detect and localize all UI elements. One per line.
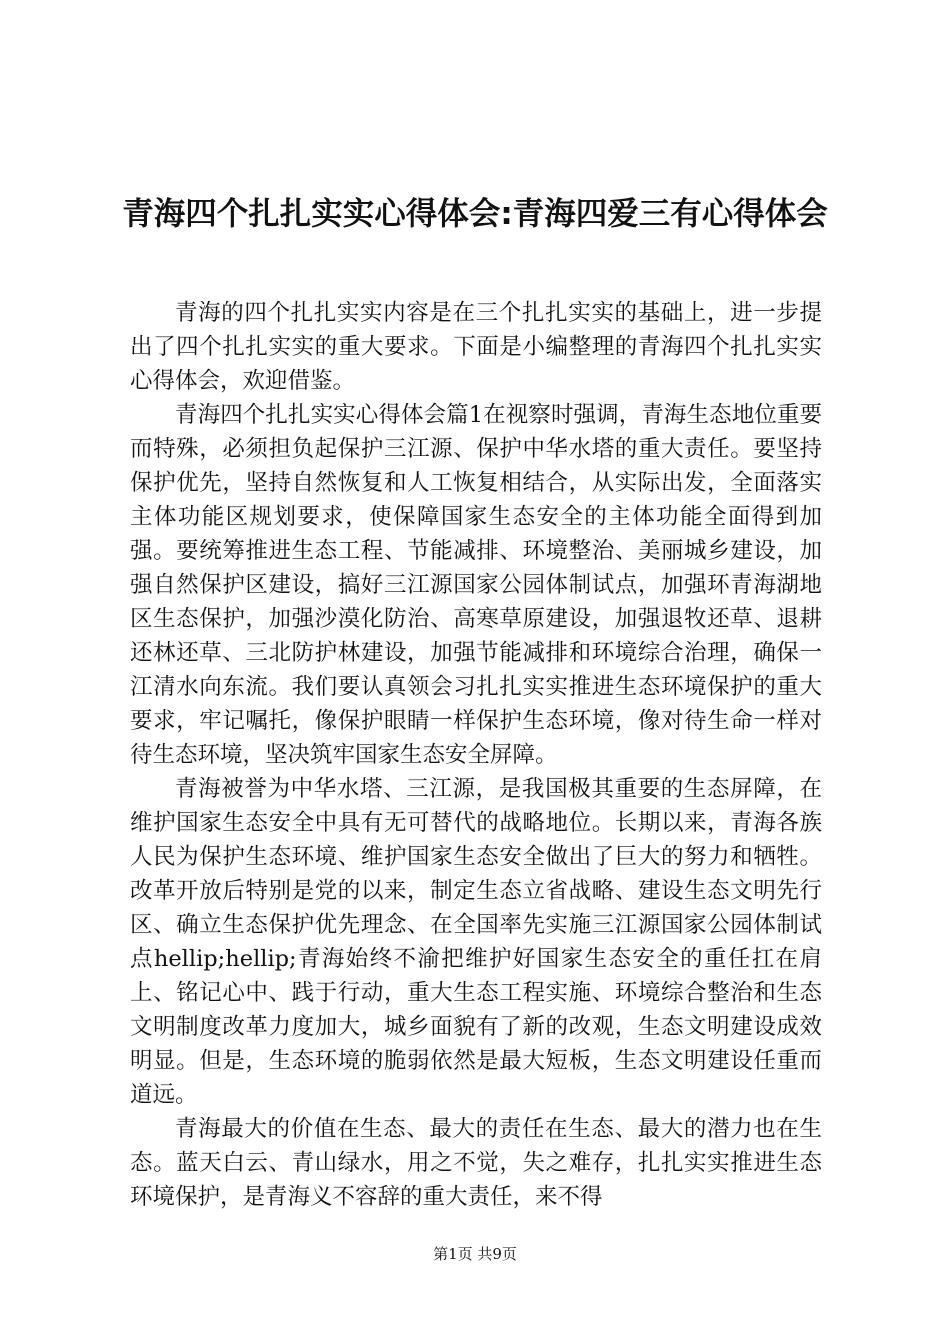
paragraph-article-1: 青海四个扎扎实实心得体会篇1在视察时强调，青海生态地位重要而特殊，必须担负起保护三江源、保护中华水塔的重大责任。要坚持保护优先，坚持自然恢复和人工恢复相结合，从实际出发，全面落实主体功能区规划要求，使保障国家生态安全的主体功能全面得到加强。要统筹推进生态工程、节能减排、环境整治、美丽城乡建设，加强自然保护区建设，搞好三江源国家公园体制试点，加强环青海湖地区生态保护，加强沙漠化防治、高寒草原建设，加强退牧还草、退耕还林还草、三北防护林建设，加强节能减排和环境综合治理，确保一江清水向东流。我们要认真领会习扎扎实实推进生态环境保护的重大要求，牢记嘱托，像保护眼睛一样保护生态环境，像对待生命一样对待生态环境，坚决筑牢国家生态安全屏障。 [130,402,822,768]
page-number-footer: 第1页 共9页 [433,1245,517,1263]
paragraph-intro: 青海的四个扎扎实实内容是在三个扎扎实实的基础上，进一步提出了四个扎扎实实的重大要求。下面是小编整理的青海四个扎扎实实心得体会，欢迎借鉴。 [130,300,822,394]
document-title: 青海四个扎扎实实心得体会:青海四爱三有心得体会 [122,196,828,232]
document-body [130,296,822,1214]
paragraph-water-tower: 青海被誉为中华水塔、三江源，是我国极其重要的生态屏障，在维护国家生态安全中具有无可替代的战略地位。长期以来，青海各族人民为保护生态环境、维护国家生态安全做出了巨大的努力和牺牲。改革开放后特别是党的以来，制定生态立省战略、建设生态文明先行区、确立生态保护优先理念、在全国率先实施三江源国家公园体制试点hellip;hellip;青海始终不渝把维护好国家生态安全的重任扛在肩上、铭记心中、践于行动，重大生态工程实施、环境综合整治和生态文明制度改革力度加大，城乡面貌有了新的改观，生态文明建设成效明显。但是，生态环境的脆弱依然是最大短板，生态文明建设任重而道远。 [130,776,822,1108]
paragraph-ecology-value: 青海最大的价值在生态、最大的责任在生态、最大的潜力也在生态。蓝天白云、青山绿水，用之不觉，失之难存，扎扎实实推进生态环境保护，是青海义不容辞的重大责任，来不得 [130,1116,822,1210]
